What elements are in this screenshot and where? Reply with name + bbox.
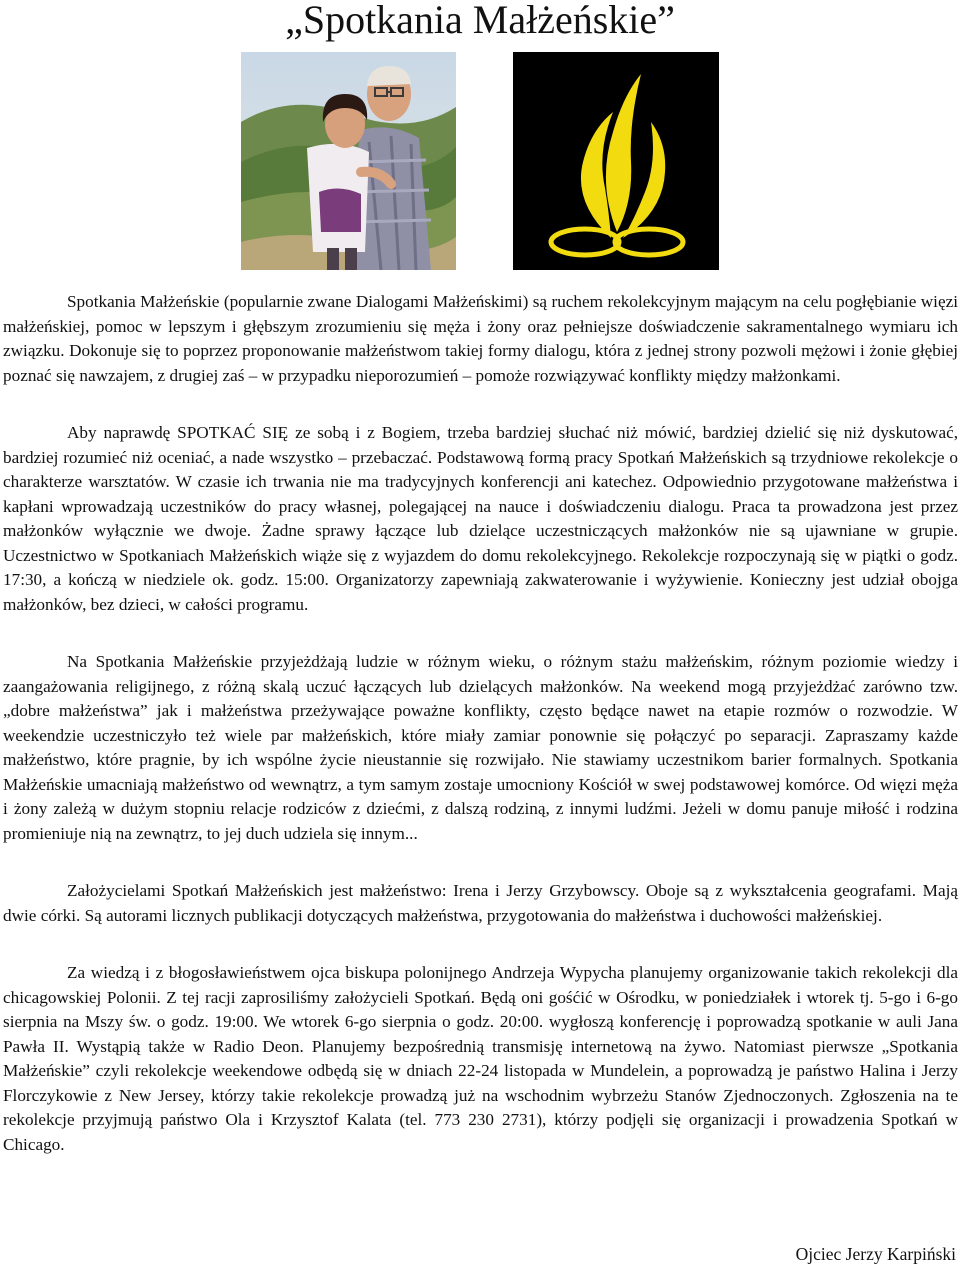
paragraph-4: Założycielami Spotkań Małżeńskich jest małżeństwo: Irena i Jerzy Grzybowscy. Oboje są z wykształcenia geografami. Mają dwie córki. Są autorami licznych publikacji dotyczących małżeństwa, przygotowania do małżeństwa i duchowości małżeńskiej. bbox=[3, 881, 958, 925]
paragraph-1: Spotkania Małżeńskie (popularnie zwane Dialogami Małżeńskimi) są ruchem rekolekcyjnym mającym na celu pogłębianie więzi małżeńskiej, pomoc w lepszym i głębszym zrozumieniu się męża i żony oraz pełniejsze doświadczenie sakramentalnego wymiaru ich związku. Dokonuje się to poprzez proponowanie małżeństwom takiej formy dialogu, która z jednej strony pozwoli mężowi i żonie głębiej poznać się nawzajem, z drugiej zaś – w przypadku nieporozumień – pomoże rozwiązywać konflikty między małżonkami. bbox=[3, 292, 958, 385]
paragraph-5: Za wiedzą i z błogosławieństwem ojca biskupa polonijnego Andrzeja Wypycha planujemy organizowanie takich rekolekcji dla chicagowskiej Polonii. Z tej racji zaprosiliśmy założycieli Spotkań. Będą oni gośćić w Ośrodku, w poniedziałek i wtorek tj. 5-go i 6-go sierpnia na Mszy św. o godz. 19:00. We wtorek 6-go sierpnia o godz. 20:00. wygłoszą konferencję i poprowadzą spotkanie w auli Jana Pawła II. Wystąpią także w Radio Deon. Planujemy bezpośrednią transmisję internetową na żywo. Natomiast pierwsze „Spotkania Małżeńskie” czyli rekolekcje weekendowe odbędą się w dniach 22-24 listopada w Mundelein, a poprowadzą je państwo Halina i Jerzy Florczykowie z New Jersey, którzy takie rekolekcje prowadzą już na wschodnim wybrzeżu Stanów Zjednoczonych. Zgłoszenia na te rekolekcje przyjmują państwo Ola i Krzysztof Kalata (tel. 773 230 2731), którzy podjęli się organizacji i prowadzenia Spotkań w Chicago. bbox=[3, 963, 958, 1154]
paragraph-2: Aby naprawdę SPOTKAĆ SIĘ ze sobą i z Bogiem, trzeba bardziej słuchać niż mówić, bardziej dzielić się niż dyskutować, bardziej rozumieć niż oceniać, a nade wszystko – przebaczać. Podstawową formą pracy Spotkań Małżeńskich są trzydniowe rekolekcje o charakterze warsztatów. W czasie ich trwania nie ma tradycyjnych konferencji ani katechez. Odpowiednio przygotowane małżeństwa i kapłani wprowadzają uczestników do pracy własnej, polegającej na nauce i doświadczeniu dialogu. Praca ta prowadzona jest przez małżonków wyłącznie we dwoje. Żadne sprawy łączące lub dzielące uczestniczących małżonków nie są ujawniane w grupie. Uczestnictwo w Spotkaniach Małżeńskich wiąże się z wyjazdem do domu rekolekcyjnego. Rekolekcje rozpoczynają się w piątki o godz. 17:30, a kończą w niedziele ok. godz. 15:00. Organizatorzy zapewniają zakwaterowanie i wyżywienie. Konieczny jest udział obojga małżonków, bez dzieci, w całości programu. bbox=[3, 423, 958, 614]
paragraph-3: Na Spotkania Małżeńskie przyjeżdżają ludzie w różnym wieku, o różnym stażu małżeńskim, różnym poziomie wiedzy i zaangażowania religijnego, z różną skalą uczuć łączących lub dzielących małżonków. Na weekend mogą przyjeżdżać zarówno tzw. „dobre małżeństwa” jak i małżeństwa przeżywające poważne konflikty, często będące nawet na etapie rozmów o rozwodzie. W weekendzie uczestniczyło też wiele par małżeńskich, które miały zamiar ponownie się połączyć po separacji. Zapraszamy każde małżeństwo, które pragnie, by ich wspólne życie nieustannie się rozwijało. Nie stawiamy uczestnikom barier formalnych. Spotkania Małżeńskie umacniają małżeństwo od wewnątrz, a tym samym zostaje umocniony Kościół w swej podstawowej komórce. Od więzi męża i żony zależą w dużym stopniu relacje rodziców z dziećmi, z dalszą rodziną, z innymi ludźmi. Jeżeli w domu panuje miłość i rodzina promieniuje nią na zewnątrz, to jej duch udziela się innym... bbox=[3, 652, 958, 843]
author-signature: Ojciec Jerzy Karpiński bbox=[795, 1244, 956, 1264]
flame-rings-logo bbox=[513, 52, 719, 270]
couple-photo bbox=[241, 52, 456, 270]
article-body bbox=[3, 290, 958, 1190]
page-title: „Spotkania Małżeńskie” bbox=[285, 0, 675, 42]
